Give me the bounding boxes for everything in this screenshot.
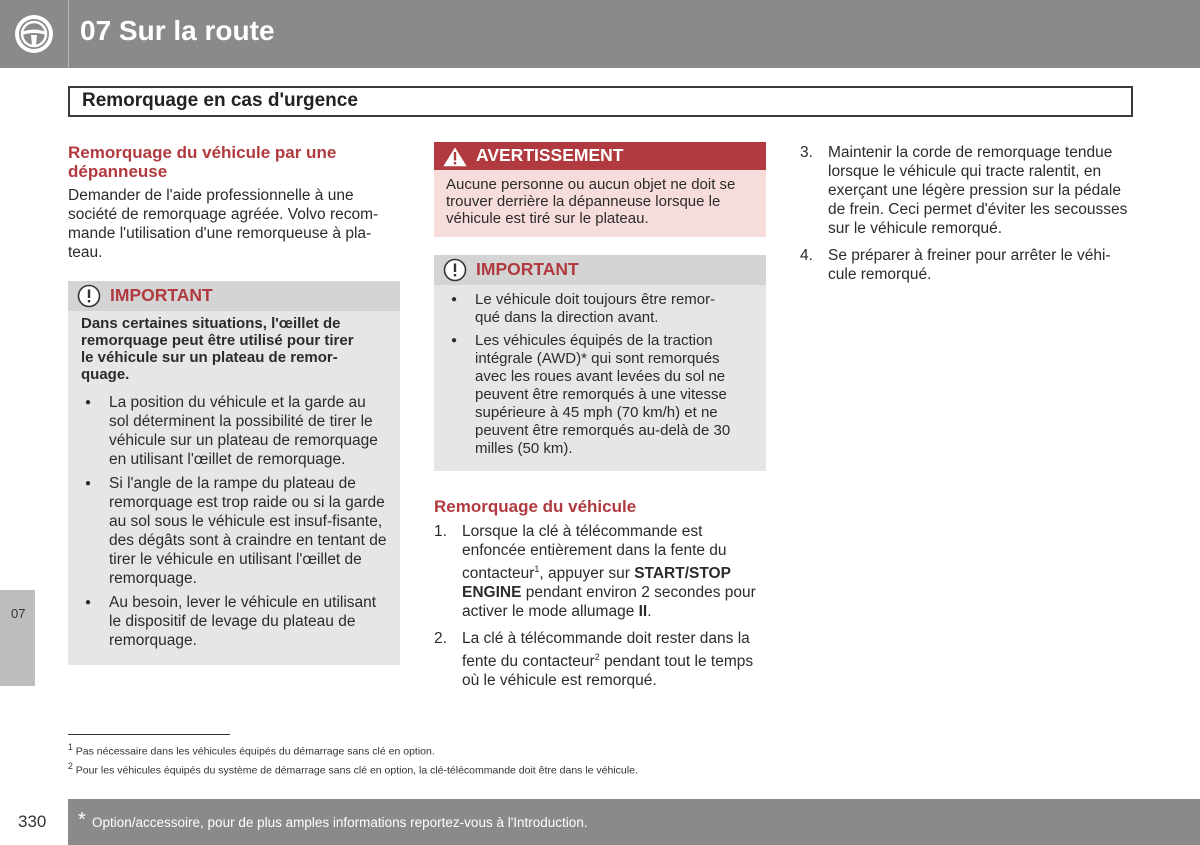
footnote-rule xyxy=(68,734,230,735)
list-item: ● Les véhicules équipés de la traction intégrale (AWD)* qui sont remorqués avec les roues avant levées du sol ne peuvent être remorqués à une vitesse supérieure à 45 mph (70 km/h) et ne peuvent être remorqués au-delà de 30 milles (50 km). xyxy=(447,332,736,458)
page-title: 07 Sur la route xyxy=(80,15,275,46)
step-item xyxy=(434,522,766,621)
step-text: Lorsque la clé à télécommande est enfoncée entièrement dans la fente du contacteur xyxy=(462,523,727,583)
col1-intro: Demander de l'aide professionnelle à une société de remorquage agréée. Volvo recom-mande l'utilisation d'une remorqueuse à pla-teau. xyxy=(68,187,379,261)
important-box-2 xyxy=(434,255,766,471)
column-3 xyxy=(800,143,1135,292)
steering-wheel-icon xyxy=(13,13,55,55)
step-text: , appuyer sur xyxy=(539,565,635,583)
footnote-text: Pour les véhicules équipés du système de démarrage sans clé en option, la clé-télécommande doit être dans le véhicule. xyxy=(75,764,638,776)
step-number: 2. xyxy=(434,630,447,648)
important-list-2 xyxy=(434,285,766,458)
chapter-tab-label: 07 xyxy=(11,606,26,621)
chapter-tab xyxy=(0,590,35,686)
step-text: Maintenir la corde de remorquage tendue lorsque le véhicule qui tracte ralentit, en exerçant une légère pression sur la pédale de frein. Ceci permet d'éviter les secousses sur le véhicule remorqué. xyxy=(828,144,1128,237)
step-text: . xyxy=(647,603,652,621)
warning-label: AVERTISSEMENT xyxy=(476,145,624,165)
warning-text: Aucune personne ou aucun objet ne doit se trouver derrière la dépanneuse lorsque le véhicule est tiré sur le plateau. xyxy=(434,170,766,237)
step-text: Se préparer à freiner pour arrêter le véhi-cule remorqué. xyxy=(828,247,1111,283)
list-item: ● Le véhicule doit toujours être remor-qué dans la direction avant. xyxy=(447,291,736,327)
footnote-item xyxy=(68,759,638,778)
footnote-text: Pas nécessaire dans les véhicules équipés du démarrage sans clé en option. xyxy=(75,745,435,758)
footnote-number: 2 xyxy=(68,760,73,771)
step-number: 1. xyxy=(434,523,447,540)
col1-heading: Remorquage du véhicule par une dépanneuse xyxy=(68,143,337,181)
important-label-2: IMPORTANT xyxy=(476,259,579,279)
warning-header xyxy=(434,142,766,170)
footer-star: * xyxy=(78,809,86,831)
section-title-box xyxy=(68,86,1133,117)
important-bold-text: Dans certaines situations, l'œillet de remorquage peut être utilisé pour tirer le véhicule sur un plateau de remor-quage. xyxy=(81,315,354,383)
important-list-1 xyxy=(68,389,400,650)
important-box-1 xyxy=(68,281,400,665)
page-number: 330 xyxy=(18,812,47,831)
footer-text: Option/accessoire, pour de plus amples informations reportez-vous à l'Introduction. xyxy=(92,815,588,830)
footnotes xyxy=(68,734,638,777)
step-text: pendant tout le temps où le véhicule est remorqué. xyxy=(462,653,754,690)
page-header xyxy=(0,0,1200,68)
col2-heading: Remorquage du véhicule xyxy=(434,497,637,516)
exclamation-icon xyxy=(76,284,102,308)
page-footer xyxy=(68,799,1200,845)
important-header-1 xyxy=(68,281,400,311)
section-title: Remorquage en cas d'urgence xyxy=(82,90,358,111)
warning-triangle-icon xyxy=(440,144,470,169)
list-item: ● Si l'angle de la rampe du plateau de remorquage est trop raide ou si la garde au sol sous le véhicule est insuf-fisante, des dégâts sont à craindre en tentant de tirer le véhicule en utilisant l'œillet de remorquage. xyxy=(81,474,388,588)
step-item xyxy=(800,246,1135,284)
column-2 xyxy=(434,142,766,698)
column-1 xyxy=(68,143,400,665)
footnote-ref: 2 xyxy=(594,652,600,663)
important-header-2 xyxy=(434,255,766,285)
steps-list-1 xyxy=(434,522,766,690)
footnote-item xyxy=(68,740,638,759)
step-text: La clé à télécommande doit rester dans la fente du contacteur xyxy=(462,630,750,671)
step-item xyxy=(800,143,1135,238)
steps-list-2 xyxy=(800,143,1135,284)
step-number: 4. xyxy=(800,247,813,264)
step-item xyxy=(434,629,766,690)
chapter-icon-box xyxy=(0,0,69,68)
step-text: pendant environ 2 secondes pour activer le mode allumage xyxy=(462,584,756,621)
step-number: 3. xyxy=(800,144,813,161)
exclamation-icon xyxy=(442,258,468,282)
footnote-ref: 1 xyxy=(534,564,540,574)
important-label-1: IMPORTANT xyxy=(110,285,213,305)
list-item: ● La position du véhicule et la garde au sol déterminent la possibilité de tirer le véhicule sur un plateau de remorquage en utilisant l'œillet de remorquage. xyxy=(81,393,388,469)
footnote-number: 1 xyxy=(68,742,73,752)
step-bold: START/STOP ENGINE xyxy=(462,565,731,602)
list-item: ● Au besoin, lever le véhicule en utilisant le dispositif de levage du plateau de remorquage. xyxy=(81,593,388,650)
step-bold: II xyxy=(638,603,648,621)
warning-box xyxy=(434,142,766,237)
